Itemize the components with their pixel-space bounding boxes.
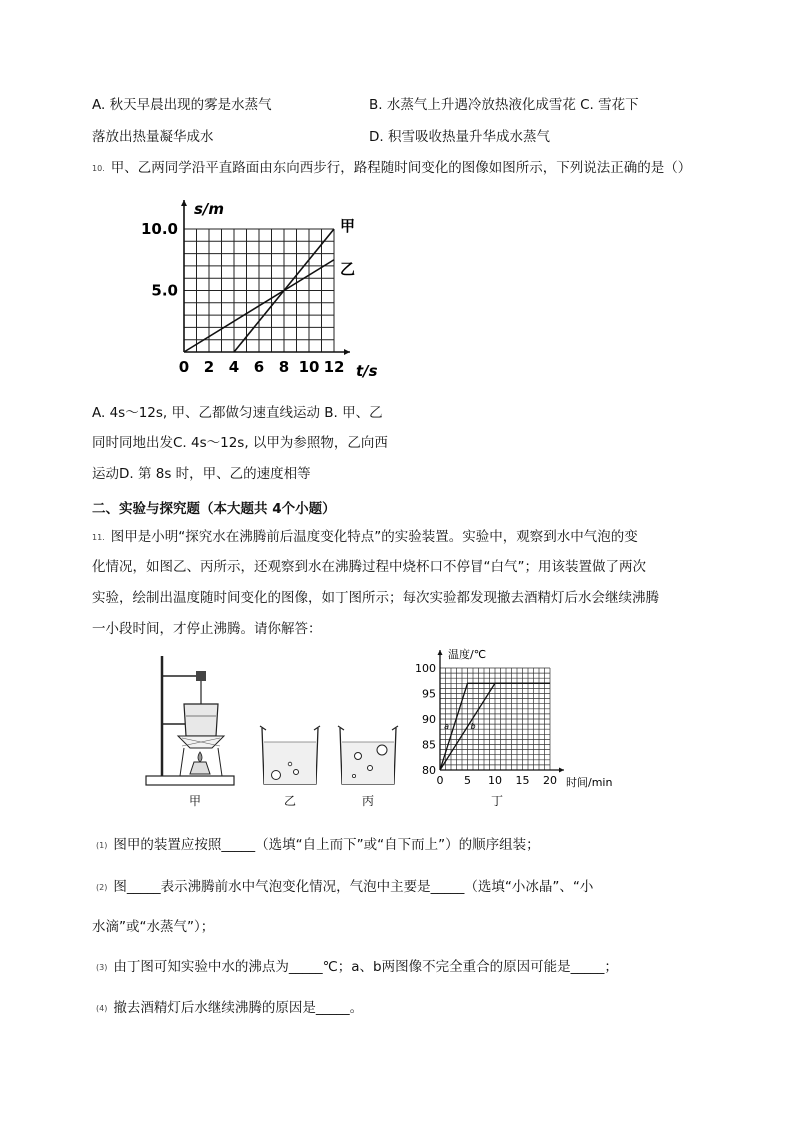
y-tick-label: 80 (422, 764, 436, 777)
x-axis-label: 时间/min (566, 776, 613, 789)
flame-icon (198, 752, 202, 762)
temperature-time-chart (410, 646, 640, 796)
x-tick-label: 4 (228, 358, 240, 376)
q9-option-c-cont: 落放出热量凝华成水 (92, 129, 214, 145)
q9-option-b-c: B. 水蒸气上升遇冷放热液化成雪花 C. 雪花下 (369, 97, 639, 113)
caption-ding: 丁 (491, 794, 504, 808)
y-axis-label: s/m (194, 200, 225, 218)
series-label: 乙 (340, 259, 356, 278)
q11-sub3-number: (3) (96, 963, 108, 972)
y-tick-label: 90 (422, 713, 436, 726)
series-label: b (470, 722, 476, 732)
q10-options-line2: 同时同地出发C. 4s～12s, 以甲为参照物，乙向西 (92, 435, 388, 451)
q11-sub2-line2: 水滴”或“水蒸气”）； (92, 919, 215, 935)
q10-options-line3: 运动D. 第 8s 时，甲、乙的速度相等 (92, 466, 311, 482)
x-axis-arrow-icon (559, 768, 564, 773)
q11-sub4-number: (4) (96, 1004, 108, 1013)
q10-options-line1: A. 4s～12s, 甲、乙都做匀速直线运动 B. 甲、乙 (92, 405, 383, 421)
x-tick-label: 2 (203, 358, 215, 376)
section-2-title: 二、实验与探究题（本大题共 4个小题） (92, 501, 336, 517)
q11-stem-line1 (92, 528, 638, 547)
beaker-figure-bing (336, 722, 400, 788)
q9-option-d: D. 积雪吸收热量升华成水蒸气 (369, 129, 550, 145)
beaker-figure-yi (258, 722, 322, 788)
q11-sub4 (96, 999, 363, 1018)
beaker (184, 704, 218, 736)
q10-st-chart (140, 194, 384, 386)
q11-sub2-line1 (96, 878, 593, 897)
q10-stem-text: 甲、乙两同学沿平直路面由东向西步行，路程随时间变化的图像如图所示，下列说法正确的是（） (110, 160, 692, 176)
q10-chart-axes (181, 200, 350, 355)
x-tick-label: 10 (298, 358, 320, 376)
q11-stem-line2: 化情况，如图乙、丙所示，还观察到水在沸腾过程中烧杯口不停冒“白气”；用该装置做了两次 (92, 559, 646, 575)
apparatus-figure-jia (140, 652, 240, 792)
q11-sub1 (96, 836, 540, 855)
clamp (196, 671, 206, 681)
q9-option-a: A. 秋天早晨出现的雾是水蒸气 (92, 97, 272, 113)
q11-sub2-number: (2) (96, 883, 108, 892)
series-label: a (444, 722, 450, 732)
y-tick-label: 10.0 (140, 220, 178, 238)
caption-bing: 丙 (362, 794, 375, 808)
q11-sub1-text: 图甲的装置应按照_____（选填“自上而下”或“自下而上”）的顺序组装； (113, 837, 540, 853)
q11-sub2-text-1: 图_____表示沸腾前水中气泡变化情况，气泡中主要是_____（选填“小冰晶”、“小 (113, 879, 594, 895)
q11-number: 11. (92, 533, 105, 542)
stand-base (146, 776, 234, 785)
y-axis-label: 温度/℃ (448, 648, 487, 661)
x-axis-label: t/s (356, 362, 378, 380)
q11-sub3-text: 由丁图可知实验中水的沸点为_____℃；a、b两图像不完全重合的原因可能是_____； (113, 959, 618, 975)
q10-stem (92, 159, 691, 178)
y-tick-label: 100 (415, 662, 436, 675)
x-tick-label: 6 (253, 358, 265, 376)
x-axis-arrow-icon (344, 349, 350, 355)
x-tick-label: 8 (278, 358, 290, 376)
series-label: 甲 (340, 217, 356, 235)
x-tick-label: 5 (464, 774, 471, 787)
q11-stem-text-1: 图甲是小明“探究水在沸腾前后温度变化特点”的实验装置。实验中，观察到水中气泡的变 (110, 529, 638, 545)
y-tick-label: 95 (422, 687, 436, 701)
q11-stem-line3: 实验，绘制出温度随时间变化的图像，如丁图所示；每次实验都发现撤去酒精灯后水会继续沸腾 (92, 590, 659, 606)
q11-sub3 (96, 958, 618, 977)
x-tick-label: 0 (436, 774, 444, 787)
q11-sub1-number: (1) (96, 841, 108, 850)
q10-number: 10. (92, 164, 105, 173)
x-tick-label: 0 (178, 358, 190, 376)
y-axis-arrow-icon (438, 650, 443, 655)
x-tick-label: 15 (515, 774, 530, 787)
q10-chart-grid (184, 229, 334, 352)
y-tick-label: 5.0 (151, 281, 178, 300)
x-tick-label: 10 (488, 774, 502, 787)
alcohol-lamp (190, 762, 210, 774)
x-tick-label: 20 (543, 774, 557, 787)
y-tick-label: 85 (422, 738, 436, 752)
q11-sub4-text: 撤去酒精灯后水继续沸腾的原因是_____。 (113, 1000, 364, 1016)
caption-yi: 乙 (284, 794, 297, 808)
caption-jia: 甲 (189, 794, 202, 808)
x-tick-label: 12 (323, 358, 345, 376)
y-axis-arrow-icon (181, 200, 187, 206)
q11-stem-line4: 一小段时间，才停止沸腾。请你解答： (92, 621, 322, 637)
